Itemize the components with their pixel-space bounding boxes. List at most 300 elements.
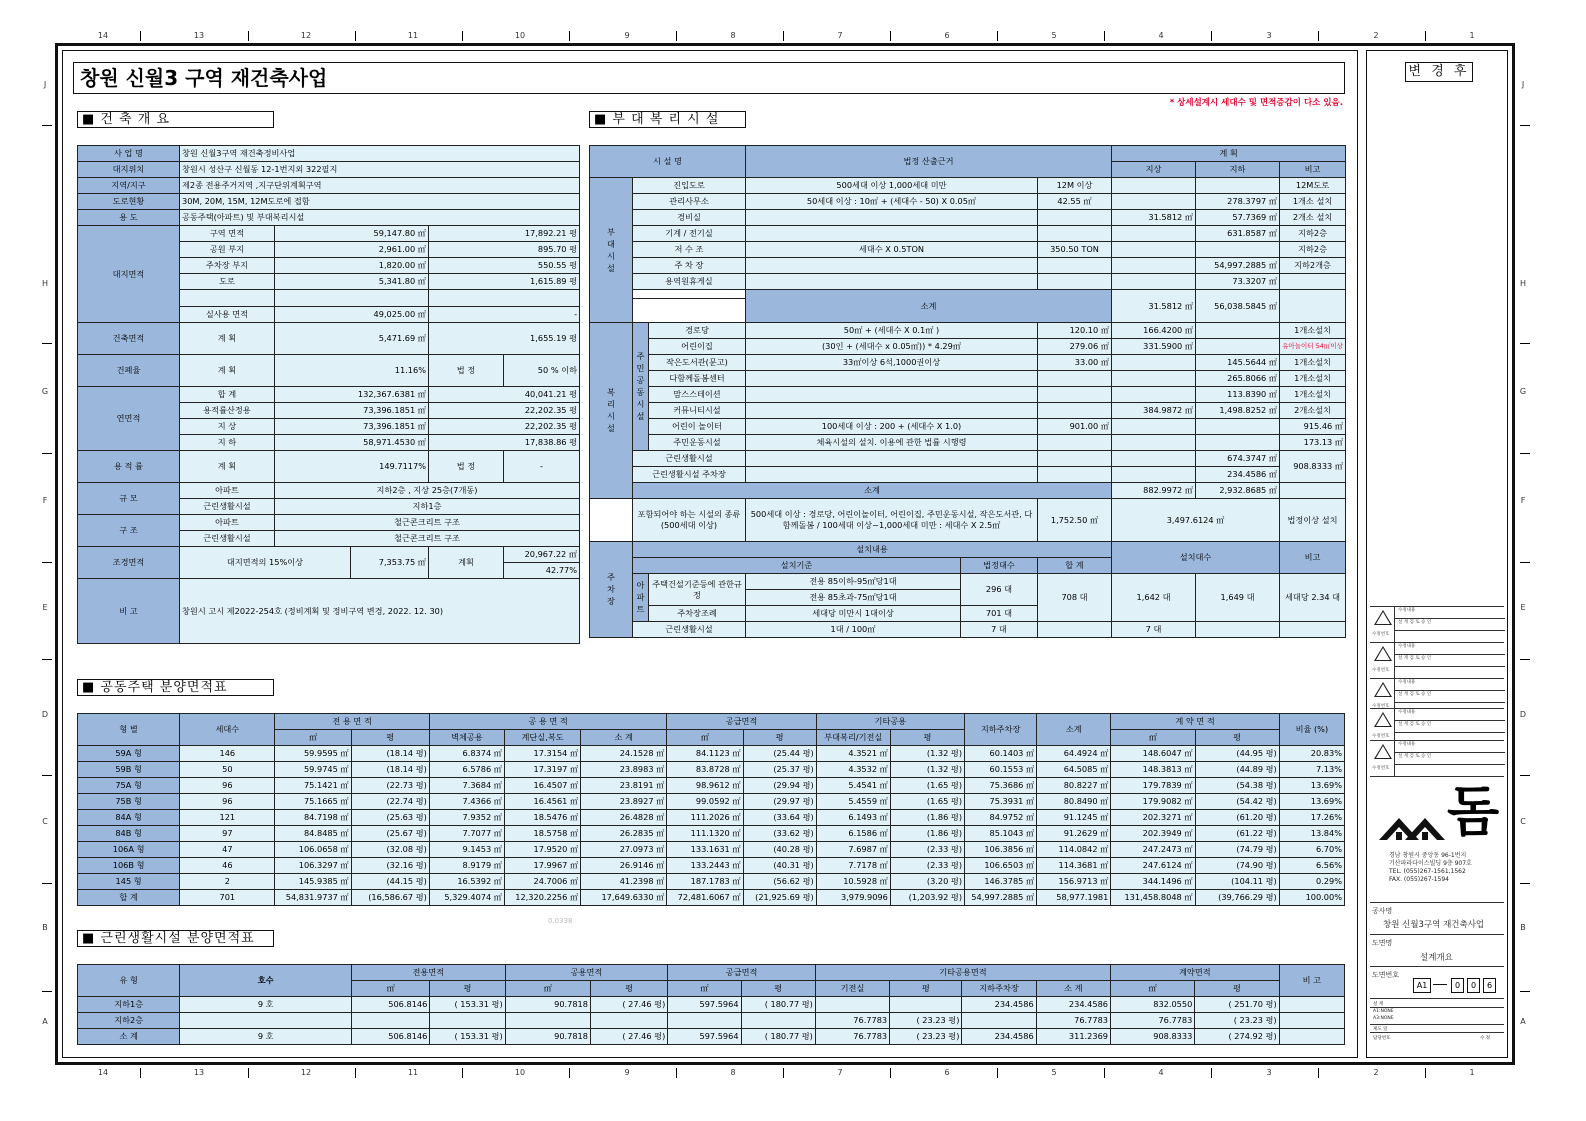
ruler-letter: G [1519,387,1527,396]
row-label: 지하1층 [78,997,180,1013]
value-cell: 901.00 ㎡ [1038,419,1112,435]
value-cell: 179.9082 ㎡ [1111,794,1195,810]
value-cell: 공원 부지 [180,242,275,258]
ruler-letter: J [43,80,47,89]
value-cell [1196,435,1280,451]
table-row [78,146,580,162]
value-cell: 54,997.2885 ㎡ [1196,258,1280,274]
divider [1370,966,1504,967]
value-cell [1038,467,1112,483]
drawing-label: 도면명 [1372,939,1393,947]
value-cell: 234.4586 ㎡ [1196,467,1280,483]
value-cell: 13.84% [1279,826,1344,842]
value-cell: 17.3154 ㎡ [504,746,580,762]
header-cell: 평 [351,730,429,746]
value-cell: 278.3797 ㎡ [1196,194,1280,210]
value-cell: 311.2369 [1036,1029,1110,1045]
value-cell: 용역원휴게실 [633,274,746,290]
header-cell: 기타공용 [816,714,964,730]
address-line: 경남 창원시 중앙동 96-1번지 [1389,852,1467,859]
header-cell: 벽체공용 [429,730,504,746]
revision-text: 수정내용 [1395,709,1505,721]
value-cell: 148.3813 ㎡ [1111,762,1195,778]
group-cell [633,323,649,451]
header-cell: 합 계 [1038,558,1112,574]
value-cell: 42.77% [504,563,580,579]
value-cell [1112,258,1196,274]
value-cell: (61.20 평) [1195,810,1279,826]
left-ruler [38,43,54,1065]
header-cell: 비율 (%) [1279,714,1344,746]
header-cell: 법정 산출근거 [746,146,1112,178]
row-label: 59B 형 [78,762,180,778]
value-cell [1038,387,1112,403]
value-cell: (54.38 평) [1195,778,1279,794]
value-cell: 701 [180,890,275,906]
value-cell: 23.8983 ㎡ [581,762,667,778]
value-cell: (33.64 평) [743,810,816,826]
header-cell: 평 [430,981,505,997]
value-cell: (1,203.92 평) [890,890,964,906]
value-cell: ( 23.23 평) [890,1013,962,1029]
header-cell: 비고 [1280,542,1346,574]
value-cell [1196,242,1280,258]
header-cell: 비고 [1280,162,1346,178]
value-cell: 주차장조례 [649,606,746,622]
value-cell: (32.08 평) [351,842,429,858]
table-row [78,890,1345,906]
table-row [590,574,1346,590]
header-cell: 평 [890,981,962,997]
section-welfare: ■ 부 대 복 리 시 설 [589,111,746,128]
value-cell: 234.4586 [962,997,1036,1013]
value-cell: 133.1631 ㎡ [667,842,743,858]
value-cell: 26.9146 ㎡ [581,858,667,874]
value-cell [1112,274,1196,290]
value-cell: (2.33 평) [890,858,964,874]
housing-table [77,713,1345,906]
value-cell: (61.22 평) [1195,826,1279,842]
value-cell: 다함께돌봄센터 [649,371,746,387]
logo-text: 돔 [1447,780,1500,843]
value-cell: 75.1665 ㎡ [275,794,351,810]
value-cell: 주차장 부지 [180,258,275,274]
header-cell: ㎡ [1111,730,1195,746]
value-cell [668,1013,741,1029]
value-cell: 8.9179 ㎡ [429,858,504,874]
value-cell: 20.83% [1279,746,1344,762]
value-cell: (22.73 평) [351,778,429,794]
value-cell: 계 획 [180,451,275,483]
value-cell: 73,396.1851 ㎡ [275,403,429,419]
value-cell: (104.11 평) [1195,874,1279,890]
value-cell: 아파트 [180,515,275,531]
label-cell: 연면적 [78,387,180,451]
value-cell: 18.5476 ㎡ [504,810,580,826]
value-cell: 33㎡이상 6석,1000권이상 [746,355,1038,371]
value-cell [180,1013,352,1029]
value-cell: 832.0550 [1111,997,1195,1013]
value-cell: 9 호 [180,1029,352,1045]
row-label: 75A 형 [78,778,180,794]
value-cell: 7,353.75 ㎡ [351,547,429,579]
value-cell: 구역 면적 [180,226,275,242]
revision-no-label: 수정번호 [1372,668,1390,673]
table-row [590,451,1346,467]
header-cell: 법정대수 [961,558,1038,574]
ruler-num: 5 [1051,1068,1057,1077]
value-cell: 91.1245 ㎡ [1037,810,1111,826]
value-cell [746,274,1038,290]
value-cell: 13.69% [1279,794,1344,810]
value-cell: 26.2835 ㎡ [581,826,667,842]
label-cell: 지역/지구 [78,178,180,194]
value-cell: 76.7783 [815,1029,889,1045]
value-cell: (22.74 평) [351,794,429,810]
value-cell: 전용 85초과-75㎡당1대 [746,590,961,606]
ruler-num: 2 [1373,31,1379,40]
group-cell [633,574,649,622]
value-cell: 47 [180,842,275,858]
value-cell: 83.8728 ㎡ [667,762,743,778]
table-row [78,746,1345,762]
table-row [78,194,580,210]
group-label: 복리시설 [607,387,615,433]
value-cell [1112,387,1196,403]
value-cell: 1대 / 100㎡ [746,622,961,638]
value-cell: 1개소설치 [1280,371,1346,387]
ruler-num: 7 [837,1068,843,1077]
value-cell [746,467,1038,483]
value-cell: 1,655.19 평 [429,323,580,355]
label-cell: 건축면적 [78,323,180,355]
table-row [590,467,1346,483]
label-cell: 구 조 [78,515,180,547]
value-cell: ( 23.23 평) [1195,1013,1279,1029]
value-cell: 26.4828 ㎡ [581,810,667,826]
revision-sign: 설 계 검 토 승 인 [1395,721,1505,733]
label-cell: 규 모 [78,483,180,515]
label-cell: 사 업 명 [78,146,180,162]
ruler-num: 13 [193,31,205,40]
value-cell: 708 대 [1038,574,1112,622]
header-cell: 기전실 [815,981,889,997]
drawing-no-digit: 0 [1451,978,1464,993]
value-cell: 106.6503 ㎡ [965,858,1037,874]
value-cell: 9.1453 ㎡ [429,842,504,858]
ruler-num: 11 [407,31,419,40]
table-row [78,858,1345,874]
value-cell: 7.3684 ㎡ [429,778,504,794]
revision-text: 수정내용 [1395,607,1505,619]
header-cell: ㎡ [668,981,741,997]
value-cell: 331.5900 ㎡ [1112,339,1196,355]
value-cell: 84.8485 ㎡ [275,826,351,842]
value-cell: 145.5644 ㎡ [1196,355,1280,371]
value-cell: 99.0592 ㎡ [667,794,743,810]
value-cell: 50세대 이상 : 10㎡ + (세대수 - 50) X 0.05㎡ [746,194,1038,210]
value-cell: 16.5392 ㎡ [429,874,504,890]
header-cell: 계단실,복도 [504,730,580,746]
row-label: 59A 형 [78,746,180,762]
table-row [590,178,1346,194]
ruler-letter: D [41,710,49,719]
table-row [78,874,1345,890]
value-cell: 895.70 평 [429,242,580,258]
section-retail: ■ 근린생활시설 분양면적표 [77,930,274,947]
value-cell: 2,961.00 ㎡ [275,242,429,258]
value-cell: 597.5964 [668,1029,741,1045]
row-label: 84A 형 [78,810,180,826]
value-cell: 75.3931 ㎡ [965,794,1037,810]
value-cell: ( 251.70 평) [1195,997,1279,1013]
value-cell: 344.1496 ㎡ [1111,874,1195,890]
value-cell: 131,458.8048 ㎡ [1111,890,1195,906]
value-cell: 2,932.8685 ㎡ [1196,483,1280,499]
value-cell: 유아놀이터 54㎡이상 [1280,339,1346,355]
ruler-num: 1 [1469,1068,1475,1077]
header-cell: 전 용 면 적 [275,714,429,730]
table-row [590,622,1346,638]
value-cell [746,403,1038,419]
value-cell: 주택건설기준등에 관한규정 [649,574,746,606]
value-cell: 지하2층 , 지상 25층(7개동) [275,483,580,499]
project-name: 창원 신월3구역 재건축사업 [1383,920,1485,930]
row-label: 소 계 [78,1029,180,1045]
value-cell: 법정이상 설치 [1280,499,1346,542]
company-logo [1377,780,1500,852]
value-cell: (54.42 평) [1195,794,1279,810]
value-cell: (40.28 평) [743,842,816,858]
header-cell: 지하주차장 [962,981,1036,997]
value-cell: (25.63 평) [351,810,429,826]
spacer-cell [633,290,746,299]
ruler-letter: H [41,279,48,288]
value-cell: (30인 + (세대수 x 0.05㎡)) * 4.29㎡ [746,339,1038,355]
value-cell [746,226,1038,242]
value-cell: 56,038.5845 ㎡ [1196,290,1280,323]
value-cell: (1.65 평) [890,794,964,810]
group-cell [590,178,633,323]
table-row [590,210,1346,226]
row-label: 106B 형 [78,858,180,874]
value-cell: 54,997.2885 ㎡ [965,890,1037,906]
value-cell: 106.3297 ㎡ [275,858,351,874]
value-cell: 166.4200 ㎡ [1112,323,1196,339]
value-cell: 근린생활시설 [633,622,746,638]
table-row [78,997,1345,1013]
header-cell: 계 약 면 적 [1111,714,1279,730]
value-cell: 597.5964 [668,997,741,1013]
row-label: 합 계 [78,890,180,906]
value-cell: 1개소설치 [1280,323,1346,339]
value-cell [1112,435,1196,451]
value-cell: (25.67 평) [351,826,429,842]
header-cell: ㎡ [505,981,590,997]
ruler-letter: E [1520,603,1526,612]
value-cell: 84.7198 ㎡ [275,810,351,826]
value-cell: 1,498.8252 ㎡ [1196,403,1280,419]
value-cell: 111.1320 ㎡ [667,826,743,842]
value-cell: (18.14 평) [351,746,429,762]
header-cell: 설치내용 [633,542,1112,558]
ruler-num: 9 [624,1068,630,1077]
value-cell: 76.7783 [1111,1013,1195,1029]
table-row [78,355,580,387]
value-cell: 근린생활시설 주차장 [633,467,746,483]
table-row [78,1013,1345,1029]
header-cell: 평 [590,981,667,997]
dash [1433,984,1447,985]
value-cell [1196,622,1280,638]
divider [1370,1032,1504,1033]
table-row [78,762,1345,778]
group-label: 부대시설 [607,226,615,273]
value-cell: 제2종 전용주거지역 ,지구단위계획구역 [180,178,580,194]
value-cell: 20,967.22 ㎡ [504,547,580,563]
ruler-num: 4 [1158,1068,1164,1077]
value-cell: 18.5758 ㎡ [504,826,580,842]
value-cell [1280,274,1346,290]
ruler-num: 13 [193,1068,205,1077]
value-cell: 세대당 2.34 대 [1280,574,1346,622]
label-cell: 용 적 률 [78,451,180,483]
value-cell: (3.20 평) [890,874,964,890]
header-cell: 전용면적 [352,965,506,981]
value-cell: 106.0658 ㎡ [275,842,351,858]
value-cell: 54,831.9737 ㎡ [275,890,351,906]
value-cell: 7.4366 ㎡ [429,794,504,810]
value-cell: (74.79 평) [1195,842,1279,858]
table-row [590,258,1346,274]
value-cell: 106.3856 ㎡ [965,842,1037,858]
ruler-letter: C [42,817,48,826]
value-cell: 포함되어야 하는 시설의 종류(500세대 이상) [633,499,746,542]
address-line: 기산파라다이스빌딩 9층 907호 [1389,860,1472,867]
divider [1370,902,1504,903]
value-cell: 계획 [429,547,504,579]
table-row [590,419,1346,435]
value-cell: 16.4561 ㎡ [504,794,580,810]
value-cell: 121 [180,810,275,826]
header-cell: 평 [743,730,816,746]
page-title: 창원 신월3 구역 재건축사업 [73,62,1345,94]
value-cell [746,371,1038,387]
revision-row [1370,606,1504,643]
value-cell: (56.62 평) [743,874,816,890]
value-cell: 279.06 ㎡ [1038,339,1112,355]
header-cell: 소 계 [581,730,667,746]
value-cell: 384.9872 ㎡ [1112,403,1196,419]
value-cell: 합 계 [180,387,275,403]
ruler-num: 3 [1266,31,1272,40]
ruler-letter: D [1519,710,1527,719]
divider [1370,998,1504,999]
value-cell: ( 153.31 평) [430,997,505,1013]
value-cell: 12M 이상 [1038,178,1112,194]
value-cell: 3,497.6124 ㎡ [1112,499,1280,542]
value-cell: 7.13% [1279,762,1344,778]
value-cell: 30M, 20M, 15M, 12M도로에 접함 [180,194,580,210]
value-cell [429,290,580,307]
value-cell: 법 정 [429,355,504,387]
value-cell: 2개소 설치 [1280,210,1346,226]
header-cell: 설치기준 [633,558,961,574]
value-cell: ( 180.77 평) [741,1029,815,1045]
value-cell: 7.6987 ㎡ [816,842,890,858]
value-cell: 1,615.89 평 [429,274,580,290]
value-cell: 24.7006 ㎡ [504,874,580,890]
value-cell: 73,396.1851 ㎡ [275,419,429,435]
header-cell: 부대복리/기전실 [816,730,890,746]
value-cell [815,997,889,1013]
label-cell: 대지면적 [78,226,180,323]
value-cell: (25.44 평) [743,746,816,762]
value-cell: 0.29% [1279,874,1344,890]
row-label: 106A 형 [78,842,180,858]
table-row [590,387,1346,403]
value-cell: (40.31 평) [743,858,816,874]
value-cell: 근린생활시설 [180,499,275,515]
table-row [590,146,1346,162]
table-row [590,403,1346,419]
value-cell: 80.8490 ㎡ [1037,794,1111,810]
table-row [590,290,1346,299]
value-cell: 17.26% [1279,810,1344,826]
revision-row [1370,740,1504,777]
table-row [78,162,580,178]
value-cell [590,1013,667,1029]
value-cell: (29.94 평) [743,778,816,794]
header-cell: ㎡ [1111,981,1195,997]
value-cell [1112,467,1196,483]
value-cell: 지 상 [180,419,275,435]
label-cell: 대지위치 [78,162,180,178]
value-cell: (2.33 평) [890,842,964,858]
value-cell: 58,971.4530 ㎡ [275,435,429,451]
ruler-num: 10 [514,31,526,40]
revision-sign: 설 계 검 토 승 인 [1395,691,1505,703]
value-cell: 2개소설치 [1280,403,1346,419]
value-cell: 주 차 장 [633,258,746,274]
label-cell: 조경면적 [78,547,180,579]
check-label: 제도 일 [1373,1027,1388,1032]
value-cell: 84.1123 ㎡ [667,746,743,762]
value-cell: 1개소설치 [1280,355,1346,371]
table-row [78,387,580,403]
value-cell [962,1013,1036,1029]
ruler-letter: A [42,1017,48,1026]
ruler-letter: G [41,387,49,396]
value-cell: (25.37 평) [743,762,816,778]
value-cell: 근린생활시설 [633,451,746,467]
ruler-num: 1 [1469,31,1475,40]
value-cell: 도로 [180,274,275,290]
value-cell [275,290,429,307]
value-cell [1038,258,1112,274]
retail-table [77,964,1345,1045]
value-cell [1280,290,1346,323]
company-address [1389,852,1472,884]
value-cell: 234.4586 [962,1029,1036,1045]
header-cell: 평 [741,981,815,997]
scale-a1: A1:NONE [1373,1009,1394,1014]
value-cell [1038,371,1112,387]
value-cell: 공동주택(아파트) 및 부대복리시설 [180,210,580,226]
value-cell: 지 하 [180,435,275,451]
value-cell: 133.2443 ㎡ [667,858,743,874]
value-cell: 관리사무소 [633,194,746,210]
